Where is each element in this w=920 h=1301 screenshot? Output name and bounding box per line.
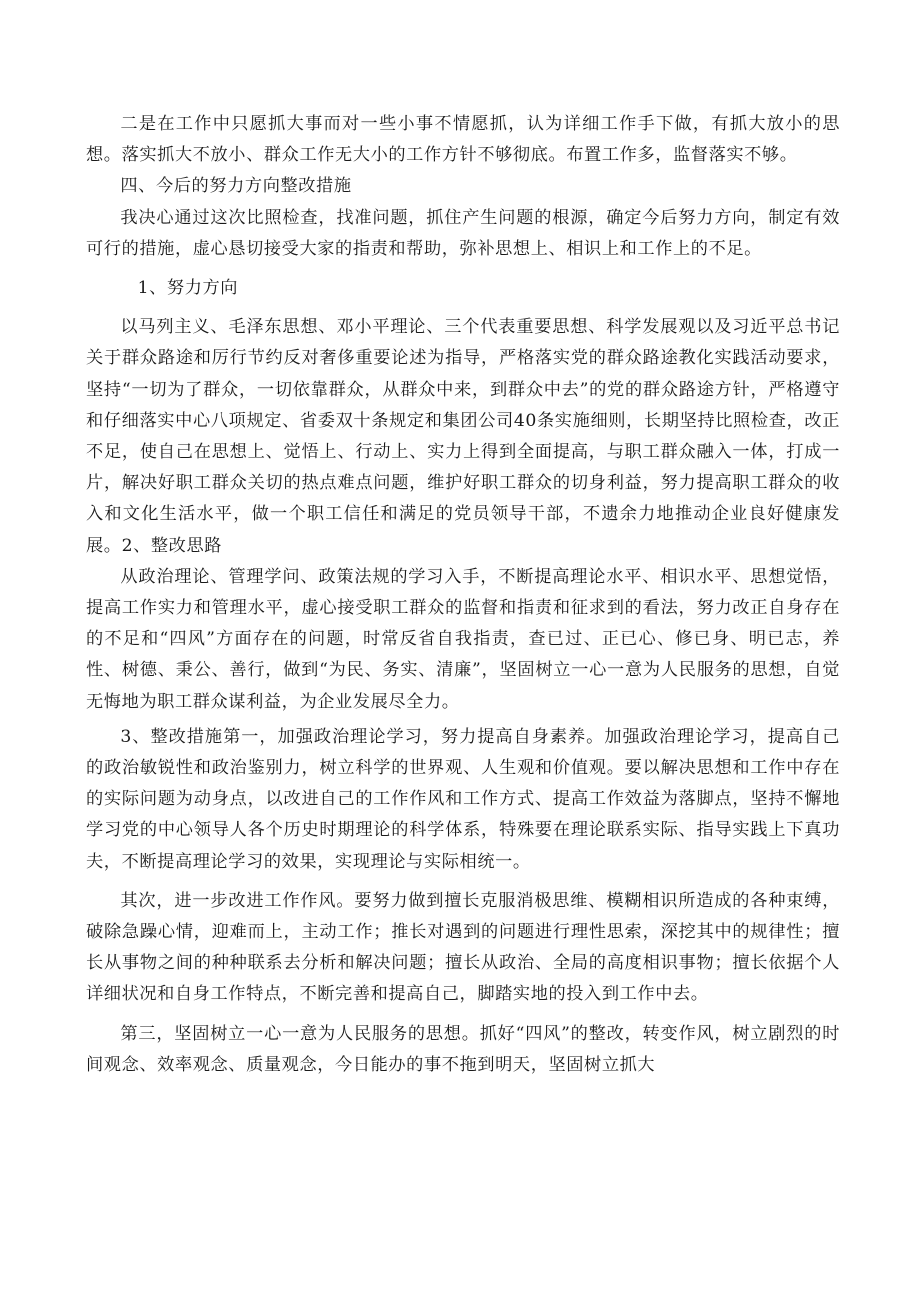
document-body (86, 109, 840, 1081)
paragraph-measures-first: 3、整改措施第一，加强政治理论学习，努力提高自身素养。加强政治理论学习，提高自己的政治敏锐性和政治鉴别力，树立科学的世界观、人生观和价值观。要以解决思想和工作中存在的实际问题为动身点，以改进自己的工作作风和工作方式、提高工作效益为落脚点，坚持不懈地学习党的中心领导人各个历史时期理论的科学体系，特殊要在理论联系实际、指导实践上下真功夫，不断提高理论学习的效果，实现理论与实际相统一。 (86, 726, 840, 872)
paragraph-measures-third: 第三，坚固树立一心一意为人民服务的思想。抓好“四风”的整改，转变作风，树立剧烈的时间观念、效率观念、质量观念，今日能办的事不拖到明天，坚固树立抓大 (86, 1023, 840, 1075)
paragraph-direction-body: 以马列主义、毛泽东思想、邓小平理论、三个代表重要思想、科学发展观以及习近平总书记关于群众路途和厉行节约反对奢侈重要论述为指导，严格落实党的群众路途教化实践活动要求，坚持“一切为了群众，一切依靠群众，从群众中来，到群众中去”的党的群众路途方针，严格遵守和仔细落实中心八项规定、省委双十条规定和集团公司40条实施细则，长期坚持比照检查，改正不足，使自己在思想上、觉悟上、行动上、实力上得到全面提高，与职工群众融入一体，打成一片，解决好职工群众关切的热点难点问题，维护好职工群众的切身利益，努力提高职工群众的收入和文化生活水平，做一个职工信任和满足的党员领导干部，不遗余力地推动企业良好健康发展。2、整改思路 (86, 317, 840, 556)
paragraph-measures-second: 其次，进一步改进工作作风。要努力做到擅长克服消极思维、模糊相识所造成的各种束缚，破除急躁心情，迎难而上，主动工作；推长对遇到的问题进行理性思索，深挖其中的规律性；擅长从事物之间的种种联系去分析和解决问题；擅长从政治、全局的高度相识事物；擅长依据个人详细状况和自身工作特点，不断完善和提高自己，脚踏实地的投入到工作中去。 (86, 890, 840, 1005)
paragraph-rectification-ideas: 从政治理论、管理学问、政策法规的学习入手，不断提高理论水平、相识水平、思想觉悟，提高工作实力和管理水平，虚心接受职工群众的监督和指责和征求到的看法，努力改正自身存在的不足和“四风”方面存在的问题，时常反省自我指责，查已过、正已心、修已身、明已志，养性、树德、秉公、善行，做到“为民、务实、清廉”，坚固树立一心一意为人民服务的思想，自觉无悔地为职工群众谋利益，为企业发展尽全力。 (86, 566, 840, 712)
paragraph-grasp-big-issues: 二是在工作中只愿抓大事而对一些小事不情愿抓，认为详细工作手下做，有抓大放小的思想。落实抓大不放小、群众工作无大小的工作方针不够彻底。布置工作多，监督落实不够。 (86, 114, 840, 166)
subheading-direction: 1、努力方向 (137, 278, 239, 299)
section-heading-rectification: 四、今后的努力方向整改措施 (120, 176, 352, 197)
paragraph-determination: 我决心通过这次比照检查，找准问题，抓住产生问题的根源，确定今后努力方向，制定有效可行的措施，虚心恳切接受大家的指责和帮助，弥补思想上、相识上和工作上的不足。 (86, 207, 840, 259)
